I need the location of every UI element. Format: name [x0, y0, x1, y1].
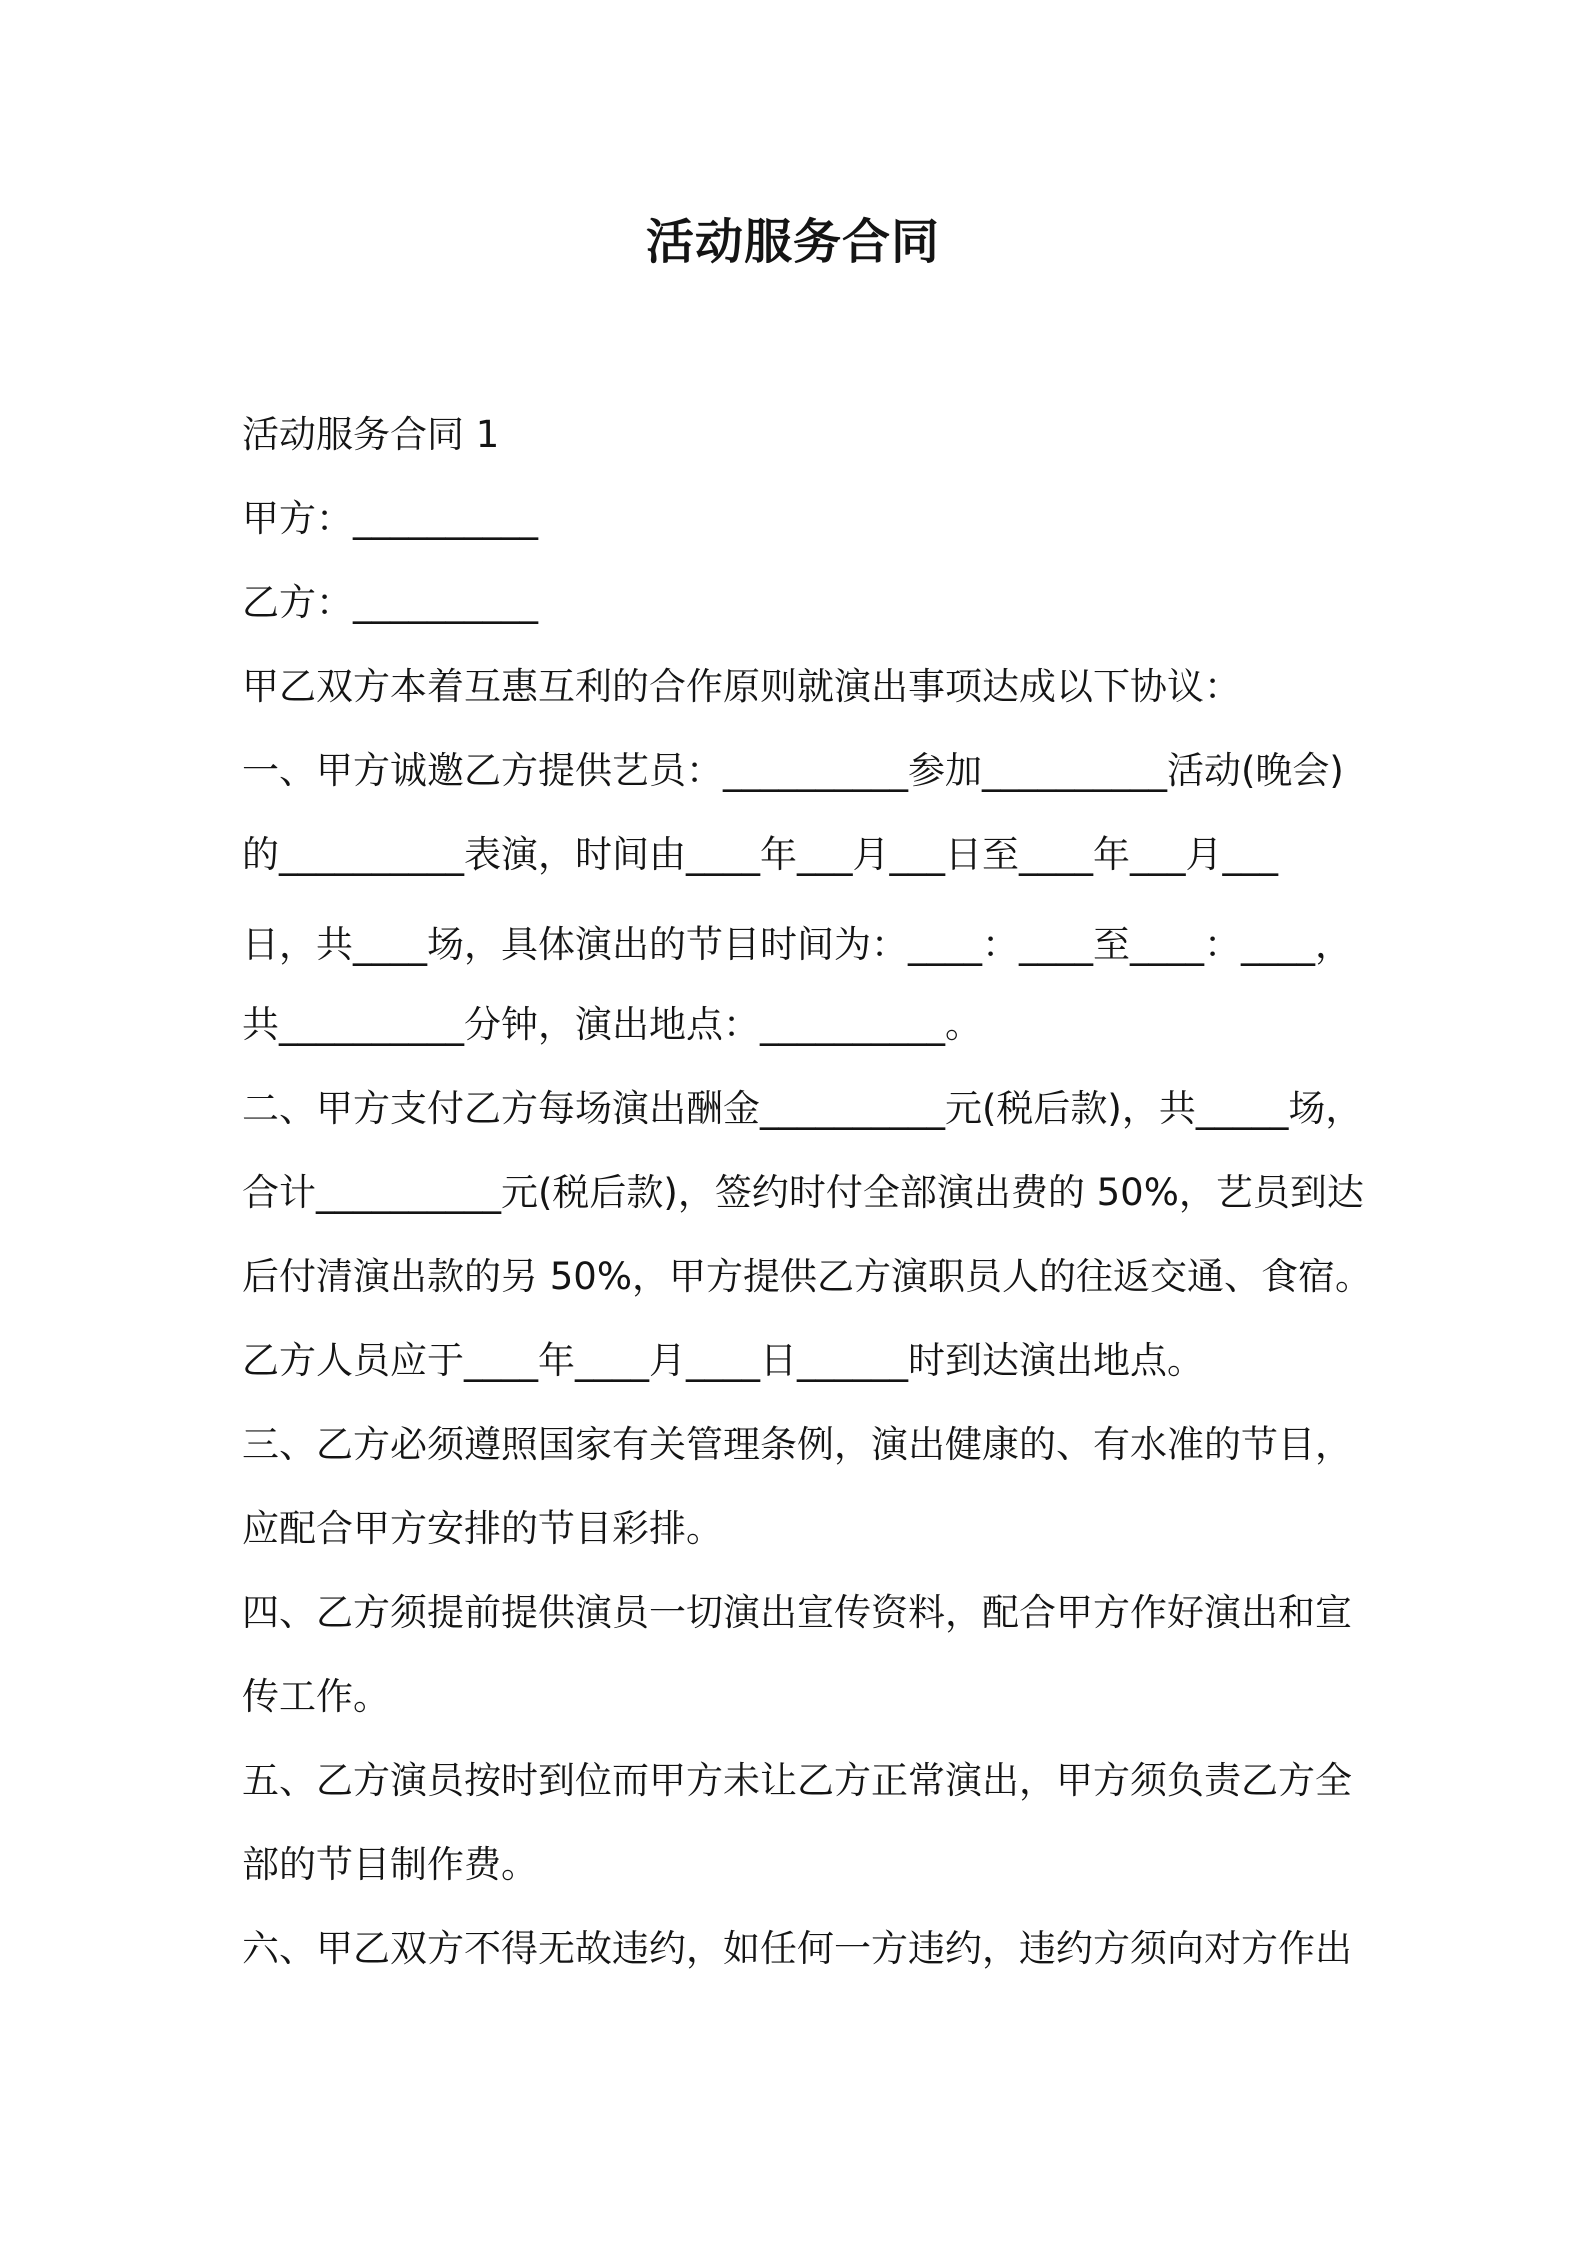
clause-2-line-2: 合计__________元(税后款)，签约时付全部演出费的 50%，艺员到达 — [242, 1171, 1364, 1214]
clause-4-line-2: 传工作。 — [242, 1675, 390, 1718]
party-a-line: 甲方：__________ — [242, 497, 538, 540]
clause-2-line-1: 二、甲方支付乙方每场演出酬金__________元(税后款)，共_____场， — [242, 1087, 1363, 1130]
clause-3-line-2: 应配合甲方安排的节目彩排。 — [242, 1507, 723, 1550]
clause-5-line-2: 部的节目制作费。 — [242, 1843, 538, 1886]
clause-1-line-3: 日，共____场，具体演出的节目时间为：____：____至____：____， — [242, 923, 1352, 966]
clause-2-line-4: 乙方人员应于____年____月____日______时到达演出地点。 — [242, 1339, 1204, 1382]
preamble-line: 甲乙双方本着互惠互利的合作原则就演出事项达成以下协议： — [242, 665, 1241, 708]
clause-3-line-1: 三、乙方必须遵照国家有关管理条例，演出健康的、有水准的节目， — [242, 1423, 1352, 1466]
document-title: 活动服务合同 — [645, 214, 940, 270]
clause-6-line-1: 六、甲乙双方不得无故违约，如任何一方违约，违约方须向对方作出 — [242, 1927, 1352, 1970]
clause-2-line-3: 后付清演出款的另 50%，甲方提供乙方演职员人的往返交通、食宿。 — [242, 1255, 1372, 1298]
clause-1-line-4: 共__________分钟，演出地点：__________。 — [242, 1003, 982, 1046]
clause-5-line-1: 五、乙方演员按时到位而甲方未让乙方正常演出，甲方须负责乙方全 — [242, 1759, 1352, 1802]
contract-subtitle: 活动服务合同 1 — [242, 413, 500, 456]
party-b-line: 乙方：__________ — [242, 581, 538, 624]
clause-1-line-2: 的__________表演，时间由____年___月___日至____年___月___ — [242, 833, 1278, 876]
clause-1-line-1: 一、甲方诚邀乙方提供艺员：__________参加__________活动(晚会) — [242, 749, 1344, 792]
clause-4-line-1: 四、乙方须提前提供演员一切演出宣传资料，配合甲方作好演出和宣 — [242, 1591, 1352, 1634]
